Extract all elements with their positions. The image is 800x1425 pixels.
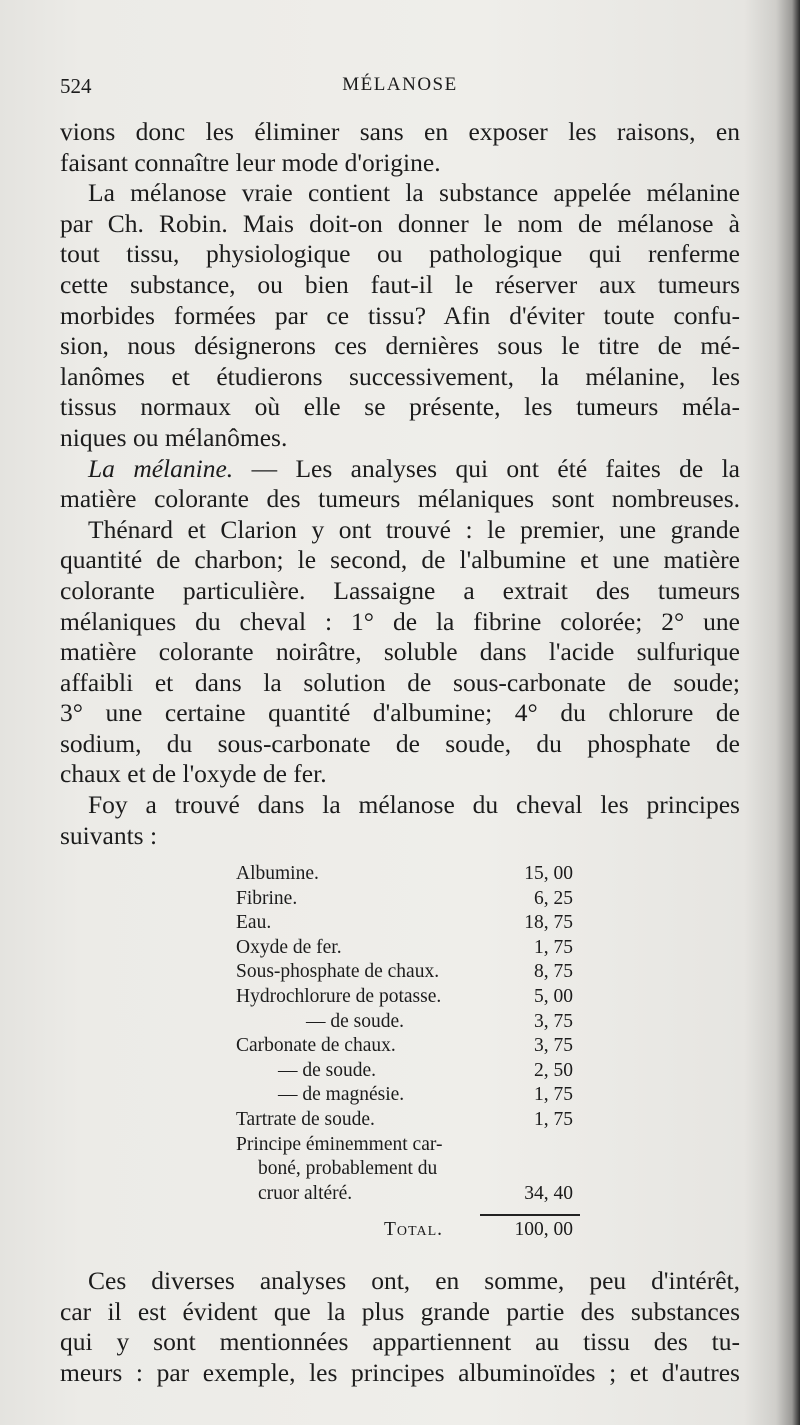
text-line: par Ch. Robin. Mais doit-on donner le nom de mélanose à [60,208,740,238]
text-line: tout tissu, physiologique ou pathologique qui renferme [60,239,740,269]
table-row [236,1034,581,1059]
row-label: — de magnésie. [278,1084,405,1106]
text-line: cette substance, ou bien faut-il le réserver aux tumeurs [60,269,740,299]
table-row [236,1010,581,1035]
text-line: tissus normaux où elle se présente, les tumeurs méla- [60,392,740,422]
row-label: Carbonate de chaux. [236,1035,396,1057]
text-line: La mélanose vraie contient la substance appelée mélanine [88,178,740,208]
text-line: mélaniques du cheval : 1° de la fibrine colorée; 2° une [60,606,740,636]
text-line: faisant connaître leur mode d'origine. [60,147,441,177]
text-line: 3° une certaine quantité d'albumine; 4° du chlorure de [60,698,740,728]
table-row [236,1059,581,1084]
text-line: matière colorante noirâtre, soluble dans l'acide sulfurique [60,637,740,667]
text-line: lanômes et étudierons successivement, la mélanine, les [60,361,740,391]
row-value: 1, 75 [534,936,573,958]
text-line: affaibli et dans la solution de sous-carbonate de soude; [60,667,740,697]
section-heading: La mélanine. [88,453,234,483]
total-label: Total. [384,1219,443,1240]
table-row [236,862,581,887]
text-line: niques ou mélanômes. [60,422,288,452]
text-line: morbides formées par ce tissu? Afin d'éviter toute confu- [60,300,740,330]
body-text-bottom [60,1266,740,1388]
table-row [236,887,581,912]
total-rule [480,1214,580,1216]
total-value: 100, 00 [514,1219,573,1240]
row-value: 1, 75 [534,1108,573,1130]
row-label: Sous-phosphate de chaux. [236,961,440,983]
text-line: meurs : par exemple, les principes albuminoïdes ; et d'autres [60,1357,740,1387]
text-line: sodium, du sous-carbonate de soude, du phosphate de [60,728,740,758]
row-label: — de soude. [306,1010,405,1032]
text-line: quantité de charbon; le second, de l'albumine et une matière [60,545,740,575]
row-label: Fibrine. [236,887,298,909]
table-row [236,985,581,1010]
text-line: Foy a trouvé dans la mélanose du cheval les principes [88,790,740,820]
table-row [236,911,581,936]
text-line: car il est évident que la plus grande partie des substances [60,1296,740,1326]
row-value: 6, 25 [534,887,573,909]
row-value: 2, 50 [534,1059,573,1081]
row-value: 18, 75 [524,912,573,934]
row-label: Tartrate de soude. [236,1108,375,1130]
text-line: colorante particulière. Lassaigne a extrait des tumeurs [60,575,740,605]
row-value: 15, 00 [524,863,573,884]
text-line: Ces diverses analyses ont, en somme, peu d'intérêt, [88,1266,740,1295]
table-row [236,1108,581,1133]
text-line: qui y sont mentionnées appartiennent au tissu des tu- [60,1327,740,1357]
text-line-with-heading [60,454,740,485]
body-text-top [60,117,740,851]
total-row [236,1219,581,1245]
page-number: 524 [60,74,92,98]
row-value: 34, 40 [524,1182,573,1204]
running-title: MÉLANOSE [342,74,458,95]
table-row [236,1133,581,1158]
text-line: suivants : [60,820,158,850]
row-label: — de soude. [278,1059,377,1081]
row-label: boné, probablement du [258,1158,438,1180]
text-line: vions donc les éliminer sans en exposer les raisons, en [60,117,740,146]
row-label: cruor altéré. [258,1182,353,1204]
table-row [236,1182,581,1207]
text-line: Thénard et Clarion y ont trouvé : le premier, une grande [88,514,740,544]
composition-table [236,862,581,1206]
row-label: Principe éminemment car- [236,1133,443,1155]
text-line: sion, nous désignerons ces dernières sous le titre de mé- [60,331,740,361]
row-label: Hydrochlorure de potasse. [236,985,442,1007]
row-value: 3, 75 [534,1035,573,1057]
row-label: Oxyde de fer. [236,936,342,958]
row-label: Eau. [236,912,272,934]
row-label: Albumine. [236,863,319,884]
row-value: 1, 75 [534,1084,573,1106]
table-row [236,936,581,961]
row-value: 3, 75 [534,1010,573,1032]
page-header [60,74,740,104]
row-value: 8, 75 [534,961,573,983]
row-value: 5, 00 [534,985,573,1007]
text-line: matière colorante des tumeurs mélaniques sont nombreuses. [60,484,740,514]
text-fragment: — Les analyses qui ont été faites de la [251,453,741,483]
text-line: chaux et de l'oxyde de fer. [60,759,327,789]
table-row [236,1083,581,1108]
table-row [236,960,581,985]
table-row [236,1157,581,1182]
